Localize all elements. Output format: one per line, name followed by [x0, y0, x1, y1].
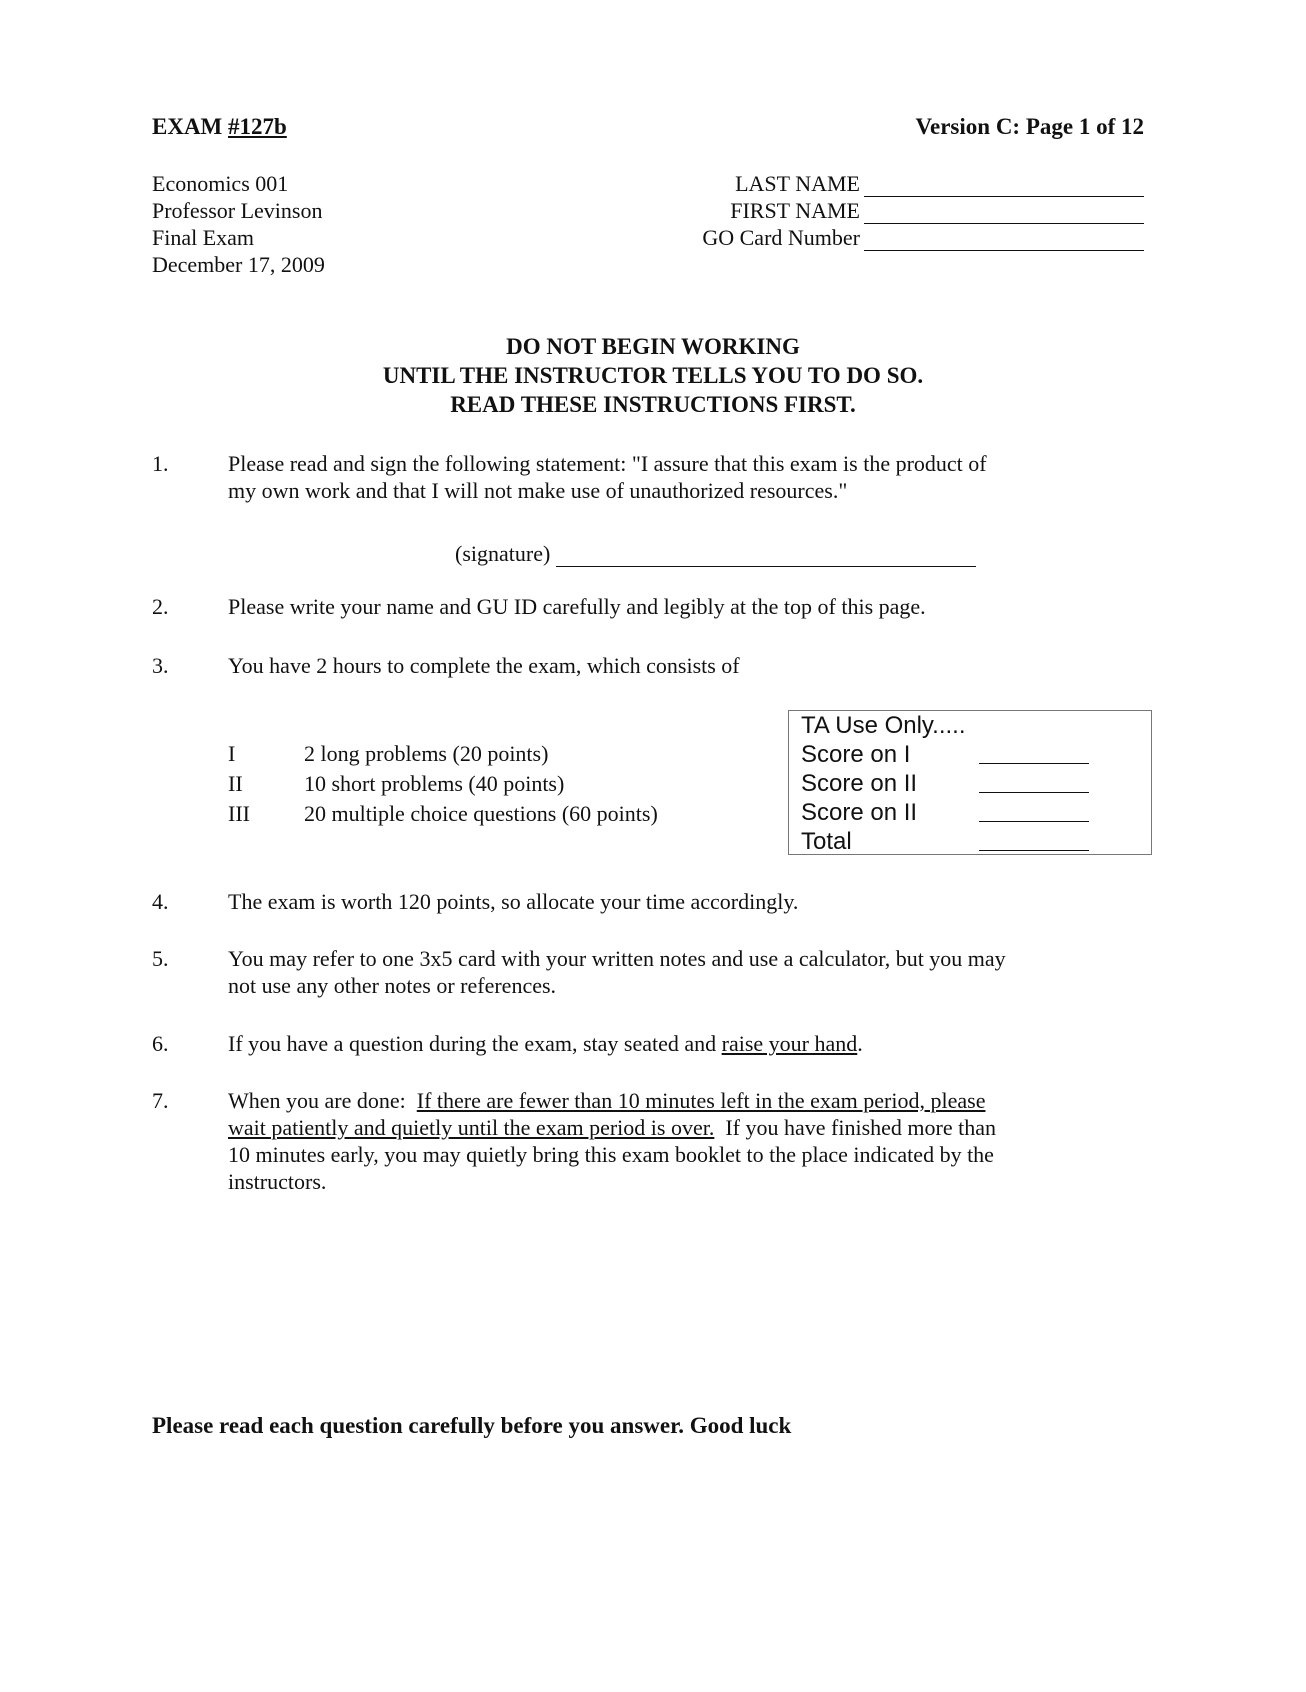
signature-row: [455, 540, 976, 567]
instruction-6-text-end: .: [857, 1031, 863, 1056]
instruction-7-number: 7.: [152, 1088, 169, 1113]
exam-label: EXAM: [152, 114, 229, 139]
list-item: [228, 740, 658, 770]
instruction-1-number: 1.: [152, 451, 169, 476]
instruction-7-continuation: If you have finished more than: [714, 1115, 996, 1140]
exam-date: December 17, 2009: [152, 252, 325, 277]
exam-number: #127b: [228, 114, 287, 139]
instruction-7-text: [228, 1087, 1144, 1195]
ta-score-row: [801, 769, 1151, 798]
ta-score-row: [801, 798, 1151, 827]
ta-score-label: Score on I: [801, 741, 911, 768]
go-card-row: [660, 224, 1144, 251]
instruction-5-line-2: not use any other notes or references.: [228, 973, 557, 998]
part-numeral: II: [228, 771, 243, 796]
exam-type: Final Exam: [152, 225, 255, 250]
ta-total-row: [801, 827, 1151, 856]
instruction-2-number: 2.: [152, 594, 169, 619]
ta-score-field[interactable]: [979, 799, 1089, 822]
instruction-7-emphasis-2: wait patiently and quietly until the exam period is over.: [228, 1115, 715, 1140]
first-name-label: FIRST NAME: [730, 198, 860, 223]
part-numeral: III: [228, 801, 250, 826]
instruction-1-line-2: my own work and that I will not make use of unauthorized resources.": [228, 478, 848, 503]
instruction-7-lead: When you are done:: [228, 1088, 417, 1113]
ta-score-label: Score on II: [801, 799, 918, 826]
instruction-5-number: 5.: [152, 946, 169, 971]
instruction-7-line-3: 10 minutes early, you may quietly bring this exam booklet to the place indicated by the: [228, 1142, 994, 1167]
instruction-3-number: 3.: [152, 653, 169, 678]
instruction-1-text: [228, 450, 1144, 504]
go-card-label: GO Card Number: [702, 225, 860, 250]
last-name-field[interactable]: [864, 176, 1144, 197]
signature-field[interactable]: [556, 544, 976, 567]
exam-title: [152, 113, 287, 141]
ta-score-row: [801, 740, 1151, 769]
instruction-7-line-1: [228, 1087, 1144, 1114]
last-name-row: [660, 170, 1144, 197]
professor: Professor Levinson: [152, 198, 323, 223]
warning-block: [0, 333, 1306, 420]
exam-parts-list: [228, 740, 658, 830]
instruction-6-emphasis: raise your hand: [721, 1031, 858, 1056]
instruction-4-number: 4.: [152, 889, 169, 914]
instruction-4-text: The exam is worth 120 points, so allocate your time accordingly.: [228, 889, 799, 914]
instruction-5-line-1: You may refer to one 3x5 card with your written notes and use a calculator, but you may: [228, 946, 1006, 971]
ta-score-field[interactable]: [979, 741, 1089, 764]
student-id-fields: [660, 170, 1144, 251]
first-name-field[interactable]: [864, 203, 1144, 224]
warning-line-2: UNTIL THE INSTRUCTOR TELLS YOU TO DO SO.: [382, 363, 924, 388]
go-card-field[interactable]: [864, 230, 1144, 251]
version-page: Version C: Page 1 of 12: [915, 114, 1144, 139]
part-description: 2 long problems (20 points): [304, 741, 549, 766]
first-name-row: [660, 197, 1144, 224]
warning-line-3: READ THESE INSTRUCTIONS FIRST.: [450, 392, 856, 417]
ta-score-label: Score on II: [801, 770, 918, 797]
part-description: 10 short problems (40 points): [304, 771, 565, 796]
ta-score-field[interactable]: [979, 770, 1089, 793]
instruction-6-text-start: If you have a question during the exam, stay seated and: [228, 1031, 722, 1056]
course-info: [152, 170, 325, 278]
list-item: [228, 770, 658, 800]
signature-label: (signature): [455, 541, 551, 566]
instruction-1-line-1: Please read and sign the following statement: "I assure that this exam is the product of: [228, 451, 987, 476]
instruction-7-emphasis-1: If there are fewer than 10 minutes left in the exam period, please: [416, 1088, 986, 1113]
ta-box-title: TA Use Only.....: [801, 712, 966, 739]
instruction-6-text: [228, 1030, 1144, 1057]
instruction-7-line-2: [228, 1114, 1144, 1141]
instruction-3-text: You have 2 hours to complete the exam, which consists of: [228, 653, 740, 678]
course-name: Economics 001: [152, 171, 289, 196]
part-description: 20 multiple choice questions (60 points): [304, 801, 658, 826]
instruction-2-text: Please write your name and GU ID carefully and legibly at the top of this page.: [228, 594, 926, 619]
instruction-7-line-4: instructors.: [228, 1169, 327, 1194]
list-item: [228, 800, 658, 830]
part-numeral: I: [228, 741, 236, 766]
last-name-label: LAST NAME: [735, 171, 860, 196]
ta-score-box: [788, 710, 1152, 855]
instruction-5-text: [228, 945, 1144, 999]
warning-line-1: DO NOT BEGIN WORKING: [506, 334, 800, 359]
ta-total-field[interactable]: [979, 828, 1089, 851]
instruction-6-number: 6.: [152, 1031, 169, 1056]
ta-total-label: Total: [801, 828, 852, 855]
footer-note: Please read each question carefully before you answer. Good luck: [152, 1413, 792, 1438]
